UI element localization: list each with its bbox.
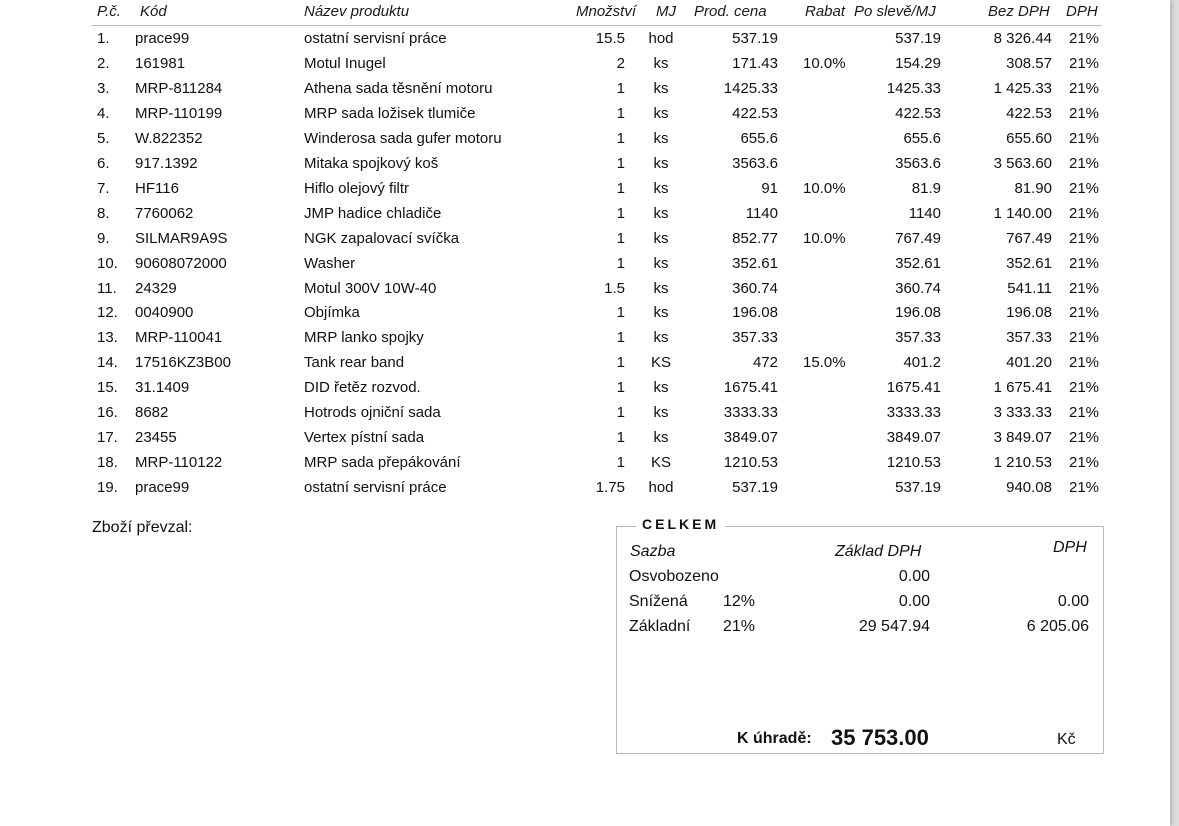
row-code: MRP-110041 <box>135 329 223 346</box>
row-no: 14. <box>97 354 118 371</box>
row-price: 3563.6 <box>732 155 778 172</box>
row-price: 472 <box>752 354 778 371</box>
row-unit: ks <box>653 105 669 122</box>
row-qty: 1.5 <box>604 280 625 297</box>
row-no: 15. <box>97 379 118 396</box>
header-discount: Rabat <box>805 3 846 20</box>
currency-label: Kč <box>1057 731 1076 748</box>
row-price: 360.74 <box>732 280 778 297</box>
row-qty: 1 <box>616 205 625 222</box>
row-name: MRP sada ložisek tlumiče <box>304 105 476 122</box>
row-excl-vat: 1 675.41 <box>993 379 1052 396</box>
row-vat: 21% <box>1069 155 1100 172</box>
row-no: 5. <box>97 130 110 147</box>
row-excl-vat: 422.53 <box>1006 105 1052 122</box>
row-after-discount: 357.33 <box>895 329 941 346</box>
totals-basic-base: 29 547.94 <box>858 618 930 635</box>
row-price: 357.33 <box>732 329 778 346</box>
row-discount: 10.0% <box>803 180 846 197</box>
row-price: 1675.41 <box>723 379 778 396</box>
row-no: 12. <box>97 304 118 321</box>
row-unit: ks <box>653 379 669 396</box>
row-name: MRP lanko spojky <box>304 329 424 346</box>
row-price: 1425.33 <box>723 80 778 97</box>
row-code: 917.1392 <box>135 155 198 172</box>
row-price: 655.6 <box>740 130 778 147</box>
row-excl-vat: 3 563.60 <box>993 155 1052 172</box>
row-name: Athena sada těsnění motoru <box>304 80 493 97</box>
row-unit: ks <box>653 255 669 272</box>
row-unit: ks <box>653 304 669 321</box>
header-price: Prod. cena <box>694 3 767 20</box>
totals-col-rate: Sazba <box>630 543 676 560</box>
row-no: 19. <box>97 479 118 496</box>
row-code: 17516KZ3B00 <box>135 354 231 371</box>
row-no: 17. <box>97 429 118 446</box>
row-code: 7760062 <box>135 205 194 222</box>
row-vat: 21% <box>1069 354 1100 371</box>
row-code: prace99 <box>135 30 190 47</box>
row-unit: ks <box>653 429 669 446</box>
row-code: prace99 <box>135 479 190 496</box>
row-vat: 21% <box>1069 205 1100 222</box>
row-code: W.822352 <box>135 130 203 147</box>
row-unit: KS <box>650 354 671 371</box>
row-name: Mitaka spojkový koš <box>304 155 439 172</box>
totals-basic-pct: 21% <box>723 618 756 635</box>
row-after-discount: 3849.07 <box>886 429 941 446</box>
row-unit: ks <box>653 329 669 346</box>
row-code: 24329 <box>135 280 177 297</box>
row-vat: 21% <box>1069 379 1100 396</box>
totals-exempt-base: 0.00 <box>898 568 930 585</box>
header-no: P.č. <box>97 3 121 20</box>
row-qty: 1 <box>616 379 625 396</box>
row-after-discount: 81.9 <box>911 180 941 197</box>
row-unit: KS <box>650 454 671 471</box>
row-after-discount: 360.74 <box>895 280 941 297</box>
row-unit: ks <box>653 80 669 97</box>
row-vat: 21% <box>1069 80 1100 97</box>
row-price: 3333.33 <box>723 404 778 421</box>
row-vat: 21% <box>1069 130 1100 147</box>
row-vat: 21% <box>1069 404 1100 421</box>
row-discount: 15.0% <box>803 354 846 371</box>
row-code: 90608072000 <box>135 255 227 272</box>
row-unit: ks <box>653 205 669 222</box>
row-qty: 1 <box>616 304 625 321</box>
totals-basic-label: Základní <box>629 618 691 635</box>
row-name: ostatní servisní práce <box>304 30 447 47</box>
row-excl-vat: 8 326.44 <box>993 30 1052 47</box>
row-excl-vat: 196.08 <box>1006 304 1052 321</box>
row-no: 7. <box>97 180 110 197</box>
row-code: MRP-110122 <box>135 454 223 471</box>
row-after-discount: 1140 <box>908 205 941 222</box>
row-after-discount: 1675.41 <box>886 379 941 396</box>
row-name: Tank rear band <box>304 354 405 371</box>
header-unit: MJ <box>656 3 676 20</box>
row-unit: ks <box>653 155 669 172</box>
header-name: Název produktu <box>304 3 410 20</box>
row-name: Vertex pístní sada <box>304 429 425 446</box>
header-divider <box>92 25 1102 26</box>
row-no: 1. <box>97 30 110 47</box>
row-no: 18. <box>97 454 118 471</box>
row-no: 11. <box>97 280 117 297</box>
row-qty: 1.75 <box>595 479 625 496</box>
row-after-discount: 352.61 <box>895 255 941 272</box>
row-unit: ks <box>653 280 669 297</box>
row-excl-vat: 401.20 <box>1006 354 1052 371</box>
row-price: 171.43 <box>732 55 778 72</box>
row-no: 6. <box>97 155 110 172</box>
row-no: 3. <box>97 80 110 97</box>
row-unit: ks <box>653 230 669 247</box>
received-by-label: Zboží převzal: <box>92 519 193 536</box>
row-after-discount: 3563.6 <box>895 155 941 172</box>
row-name: MRP sada přepákování <box>304 454 461 471</box>
row-code: 31.1409 <box>135 379 190 396</box>
row-after-discount: 401.2 <box>903 354 941 371</box>
row-after-discount: 767.49 <box>895 230 941 247</box>
row-qty: 15.5 <box>595 30 625 47</box>
totals-reduced-label: Snížená <box>629 593 688 610</box>
row-price: 1140 <box>745 205 778 222</box>
row-excl-vat: 1 425.33 <box>993 80 1052 97</box>
row-price: 1210.53 <box>723 454 778 471</box>
row-vat: 21% <box>1069 280 1100 297</box>
row-excl-vat: 3 333.33 <box>993 404 1052 421</box>
row-code: 161981 <box>135 55 186 72</box>
row-code: HF116 <box>135 180 179 197</box>
row-unit: hod <box>648 30 674 47</box>
row-qty: 1 <box>616 354 625 371</box>
totals-col-base: Základ DPH <box>835 543 922 560</box>
row-name: NGK zapalovací svíčka <box>304 230 460 247</box>
row-qty: 1 <box>616 180 625 197</box>
header-qty: Množství <box>576 3 637 20</box>
row-discount: 10.0% <box>803 55 846 72</box>
row-name: Washer <box>304 255 356 272</box>
row-after-discount: 1210.53 <box>886 454 941 471</box>
row-no: 2. <box>97 55 110 72</box>
totals-reduced-vat: 0.00 <box>1057 593 1089 610</box>
row-excl-vat: 308.57 <box>1006 55 1052 72</box>
row-qty: 1 <box>616 80 625 97</box>
row-qty: 2 <box>616 55 625 72</box>
row-qty: 1 <box>616 454 625 471</box>
row-vat: 21% <box>1069 329 1100 346</box>
row-price: 196.08 <box>732 304 778 321</box>
amount-due-value: 35 753.00 <box>831 725 929 750</box>
row-vat: 21% <box>1069 304 1100 321</box>
row-qty: 1 <box>616 404 625 421</box>
header-after-discount: Po slevě/MJ <box>854 3 936 20</box>
row-vat: 21% <box>1069 255 1100 272</box>
row-code: 23455 <box>135 429 177 446</box>
row-excl-vat: 81.90 <box>1014 180 1052 197</box>
row-price: 537.19 <box>732 479 778 496</box>
row-excl-vat: 1 210.53 <box>993 454 1052 471</box>
row-no: 4. <box>97 105 110 122</box>
row-excl-vat: 1 140.00 <box>993 205 1052 222</box>
totals-exempt-label: Osvobozeno <box>629 568 719 585</box>
row-code: MRP-110199 <box>135 105 223 122</box>
row-excl-vat: 3 849.07 <box>993 429 1052 446</box>
totals-reduced-base: 0.00 <box>898 593 930 610</box>
row-excl-vat: 655.60 <box>1006 130 1052 147</box>
row-price: 852.77 <box>732 230 778 247</box>
row-price: 91 <box>761 180 778 197</box>
row-code: MRP-811284 <box>135 80 223 97</box>
row-vat: 21% <box>1069 180 1100 197</box>
row-vat: 21% <box>1069 429 1100 446</box>
row-after-discount: 537.19 <box>895 479 941 496</box>
row-vat: 21% <box>1069 55 1100 72</box>
row-no: 8. <box>97 205 110 222</box>
row-excl-vat: 541.11 <box>1007 280 1052 297</box>
row-name: DID řetěz rozvod. <box>304 379 421 396</box>
row-excl-vat: 940.08 <box>1006 479 1052 496</box>
row-vat: 21% <box>1069 30 1100 47</box>
row-after-discount: 196.08 <box>895 304 941 321</box>
row-name: Motul 300V 10W-40 <box>304 280 437 297</box>
row-qty: 1 <box>616 329 625 346</box>
row-code: 8682 <box>135 404 169 421</box>
row-price: 537.19 <box>732 30 778 47</box>
row-after-discount: 537.19 <box>895 30 941 47</box>
row-no: 16. <box>97 404 118 421</box>
row-qty: 1 <box>616 255 625 272</box>
row-after-discount: 655.6 <box>903 130 941 147</box>
row-qty: 1 <box>616 155 625 172</box>
row-qty: 1 <box>616 230 625 247</box>
row-name: Winderosa sada gufer motoru <box>304 130 502 147</box>
row-unit: ks <box>653 404 669 421</box>
row-no: 10. <box>97 255 118 272</box>
row-name: Motul Inugel <box>304 55 386 72</box>
row-after-discount: 422.53 <box>895 105 941 122</box>
row-unit: hod <box>648 479 674 496</box>
amount-due-label: K úhradě: <box>737 730 812 747</box>
row-name: JMP hadice chladiče <box>304 205 442 222</box>
totals-basic-vat: 6 205.06 <box>1026 618 1089 635</box>
row-price: 3849.07 <box>723 429 778 446</box>
row-excl-vat: 357.33 <box>1006 329 1052 346</box>
row-no: 13. <box>97 329 118 346</box>
row-vat: 21% <box>1069 454 1100 471</box>
row-vat: 21% <box>1069 479 1100 496</box>
header-excl-vat: Bez DPH <box>988 3 1050 20</box>
row-name: ostatní servisní práce <box>304 479 447 496</box>
row-name: Hiflo olejový filtr <box>304 180 410 197</box>
row-unit: ks <box>653 55 669 72</box>
row-unit: ks <box>653 130 669 147</box>
row-after-discount: 1425.33 <box>886 80 941 97</box>
row-qty: 1 <box>616 429 625 446</box>
row-discount: 10.0% <box>803 230 846 247</box>
row-code: SILMAR9A9S <box>135 230 228 247</box>
row-code: 0040900 <box>135 304 194 321</box>
row-unit: ks <box>653 180 669 197</box>
row-price: 352.61 <box>732 255 778 272</box>
row-name: Objímka <box>304 304 360 321</box>
header-code: Kód <box>140 3 167 20</box>
row-after-discount: 3333.33 <box>886 404 941 421</box>
row-vat: 21% <box>1069 230 1100 247</box>
row-qty: 1 <box>616 105 625 122</box>
row-price: 422.53 <box>732 105 778 122</box>
row-excl-vat: 352.61 <box>1006 255 1052 272</box>
row-after-discount: 154.29 <box>895 55 941 72</box>
totals-col-vat: DPH <box>1053 539 1087 556</box>
row-no: 9. <box>97 230 110 247</box>
row-excl-vat: 767.49 <box>1006 230 1052 247</box>
row-vat: 21% <box>1069 105 1100 122</box>
row-name: Hotrods ojniční sada <box>304 404 441 421</box>
row-qty: 1 <box>616 130 625 147</box>
header-vat: DPH <box>1066 3 1098 20</box>
totals-reduced-pct: 12% <box>723 593 756 610</box>
totals-title: CELKEM <box>636 516 725 532</box>
